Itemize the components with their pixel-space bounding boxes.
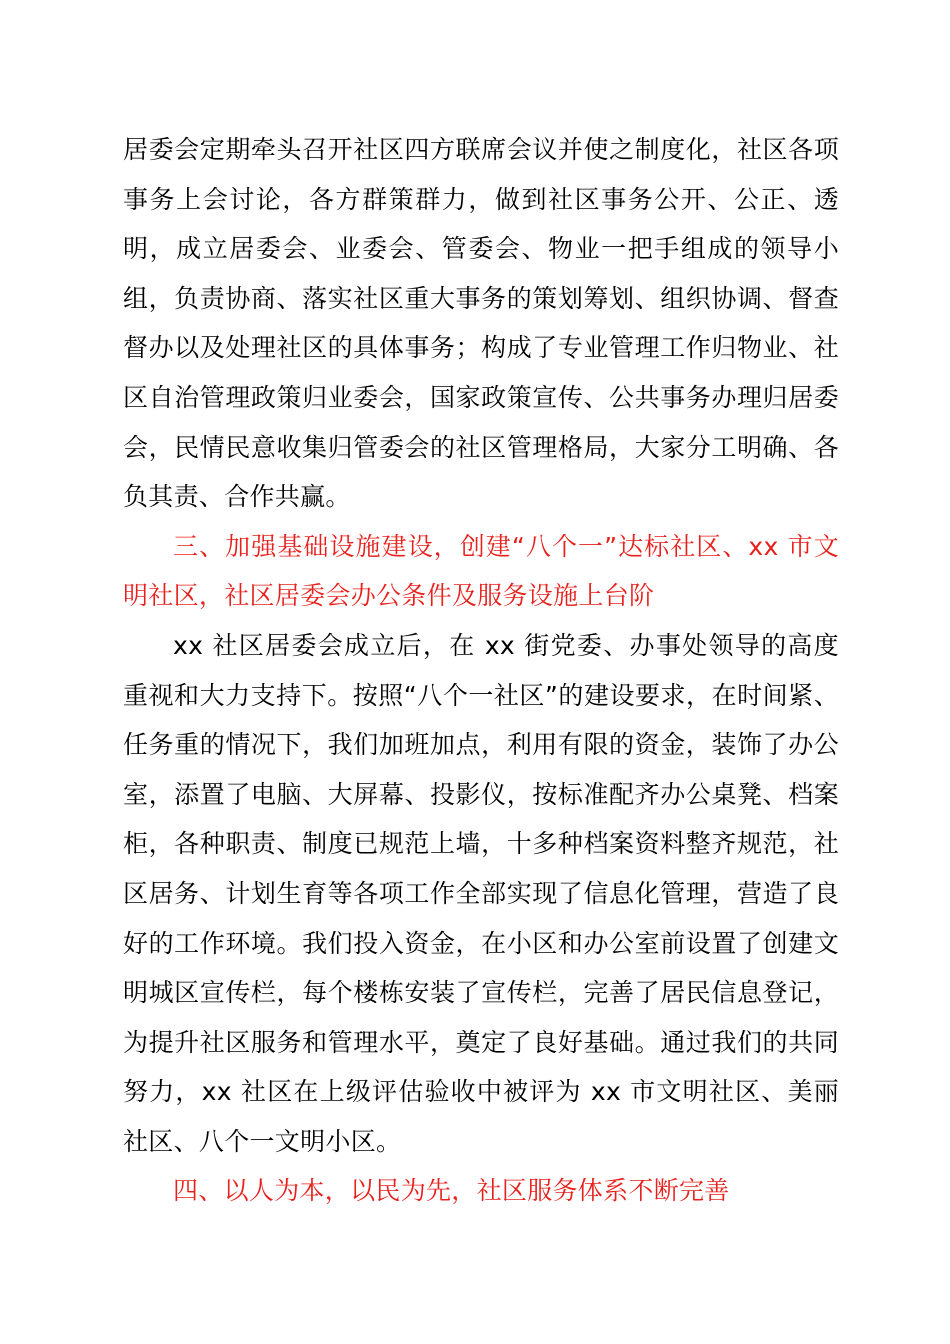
document-body [123, 125, 839, 1216]
body-paragraph-section-3: xx 社区居委会成立后，在 xx 街党委、办事处领导的高度重视和大力支持下。按照“八个一社区”的建设要求，在时间紧、任务重的情况下，我们加班加点，利用有限的资金，装饰了办公室，添置了电脑、大屏幕、投影仪，按标准配齐办公桌凳、档案柜，各种职责、制度已规范上墙，十多种档案资料整齐规范，社区居务、计划生育等各项工作全部实现了信息化管理，营造了良好的工作环境。我们投入资金，在小区和办公室前设置了创建文明城区宣传栏，每个楼栋安装了宣传栏，完善了居民信息登记，为提升社区服务和管理水平，奠定了良好基础。通过我们的共同努力，xx 社区在上级评估验收中被评为 xx 市文明社区、美丽社区、八个一文明小区。 [123, 630, 839, 1156]
section-heading-4: 四、以人为本，以民为先，社区服务体系不断完善 [173, 1176, 730, 1206]
section-heading-3: 三、加强基础设施建设，创建“八个一”达标社区、xx 市文明社区，社区居委会办公条件及服务设施上台阶 [123, 531, 839, 611]
body-paragraph-continuation: 居委会定期牵头召开社区四方联席会议并使之制度化，社区各项事务上会讨论，各方群策群力，做到社区事务公开、公正、透明，成立居委会、业委会、管委会、物业一把手组成的领导小组，负责协商、落实社区重大事务的策划筹划、组织协调、督查督办以及处理社区的具体事务；构成了专业管理工作归物业、社区自治管理政策归业委会，国家政策宣传、公共事务办理归居委会，民情民意收集归管委会的社区管理格局，大家分工明确、各负其责、合作共赢。 [123, 135, 839, 512]
